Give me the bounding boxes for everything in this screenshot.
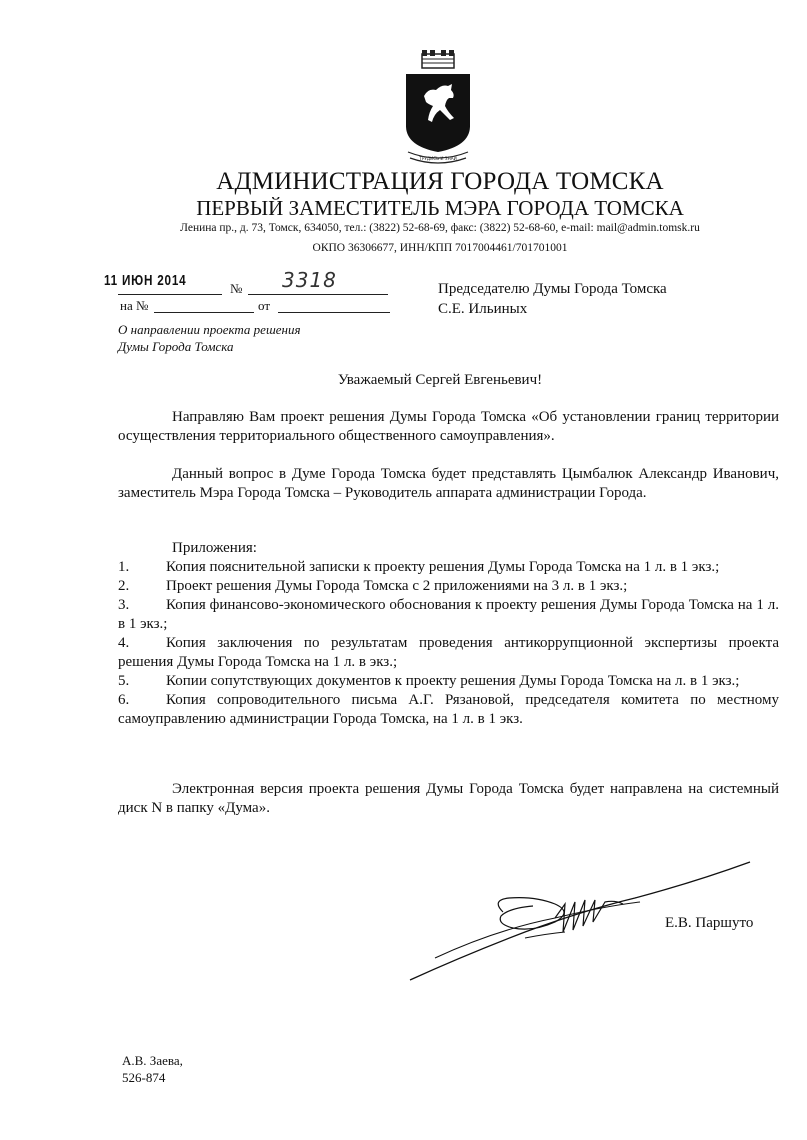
list-item: [118, 691, 779, 729]
paragraph-electronic-version: [118, 780, 779, 818]
list-item-text: Копия заключения по результатам проведения антикоррупционной экспертизы проекта решения Думы Города Томска на 1 л. в экз.;: [118, 635, 779, 670]
list-item-number: 2.: [118, 578, 130, 594]
list-item-number: 6.: [118, 692, 130, 708]
attachments-list: [118, 539, 779, 729]
office-title: ПЕРВЫЙ ЗАМЕСТИТЕЛЬ МЭРА ГОРОДА ТОМСКА: [196, 196, 684, 220]
list-item-text: Копия пояснительной записки к проекту решения Думы Города Томска на 1 л. в 1 экз.;: [166, 559, 720, 575]
paragraph-1-text: Направляю Вам проект решения Думы Города Томска «Об установлении границ территории осуществления территориального общественного самоуправления».: [118, 409, 779, 444]
list-item-number: 1.: [118, 559, 130, 575]
emblem-motto: ТРУДИСЬ И ЗНАЙ: [419, 156, 457, 161]
reply-to-label: на №: [120, 298, 149, 313]
list-item-text: Копии сопутствующих документов к проекту решения Думы Города Томска на л. в 1 экз.;: [166, 673, 740, 689]
date-underline: [118, 294, 222, 295]
organization-title: АДМИНИСТРАЦИЯ ГОРОДА ТОМСКА: [216, 168, 664, 195]
list-item: [118, 596, 779, 634]
signer-name: Е.В. Паршуто: [665, 915, 754, 931]
number-underline: [248, 294, 388, 295]
list-item: [118, 558, 779, 577]
date-stamp: 11 ИЮН 2014: [104, 272, 187, 289]
from-label: от: [258, 298, 271, 313]
coat-of-arms-emblem: [398, 48, 478, 168]
from-underline: [278, 312, 390, 313]
list-item-number: 5.: [118, 673, 130, 689]
executor-block: [122, 1052, 183, 1086]
paragraph-4-text: Электронная версия проекта решения Думы Города Томска будет направлена на системный диск N в папку «Дума».: [118, 781, 779, 816]
crown-icon: [422, 50, 454, 68]
paragraph-2: [118, 465, 779, 503]
handwritten-number: 3318: [282, 268, 337, 292]
address-line: Ленина пр., д. 73, Томск, 634050, тел.: (3822) 52-68-69, факс: (3822) 52-68-60, e-mail: mail@admin.tomsk.ru: [180, 222, 700, 234]
list-item-text: Проект решения Думы Города Томска с 2 приложениями на 3 л. в 1 экз.;: [166, 578, 628, 594]
executor-name: А.В. Заева,: [122, 1053, 183, 1068]
salutation: Уважаемый Сергей Евгеньевич!: [337, 372, 543, 388]
recipient-title: Председателю Думы Города Томска: [438, 281, 667, 297]
list-item-text: Копия финансово-экономического обоснования к проекту решения Думы Города Томска на 1 л. в 1 экз.;: [118, 597, 779, 632]
registration-codes: ОКПО 36306677, ИНН/КПП 7017004461/701701001: [312, 242, 568, 254]
list-item-text: Копия сопроводительного письма А.Г. Рязановой, председателя комитета по местному самоуправлению администрации Города Томска, на 1 л. в 1 экз.: [118, 692, 779, 727]
recipient-block: [438, 279, 667, 319]
subject-line-1: О направлении проекта решения: [118, 322, 301, 337]
list-item: [118, 634, 779, 672]
attachments-heading: Приложения:: [172, 540, 257, 556]
subject-block: [118, 321, 301, 355]
paragraph-2-text: Данный вопрос в Думе Города Томска будет представлять Цымбалюк Александр Иванович, заместитель Мэра Города Томска – Руководитель аппарата администрации Города.: [118, 466, 779, 501]
list-item: [118, 672, 779, 691]
executor-phone: 526-874: [122, 1070, 166, 1085]
list-item-number: 3.: [118, 597, 130, 613]
number-label: №: [230, 281, 243, 296]
list-item: [118, 577, 779, 596]
ribbon-icon: [408, 152, 468, 163]
recipient-name: С.Е. Ильиных: [438, 301, 528, 317]
list-item-number: 4.: [118, 635, 130, 651]
paragraph-1: [118, 408, 779, 446]
subject-line-2: Думы Города Томска: [118, 339, 234, 354]
shield-icon: [406, 74, 470, 152]
reply-to-underline: [154, 312, 254, 313]
